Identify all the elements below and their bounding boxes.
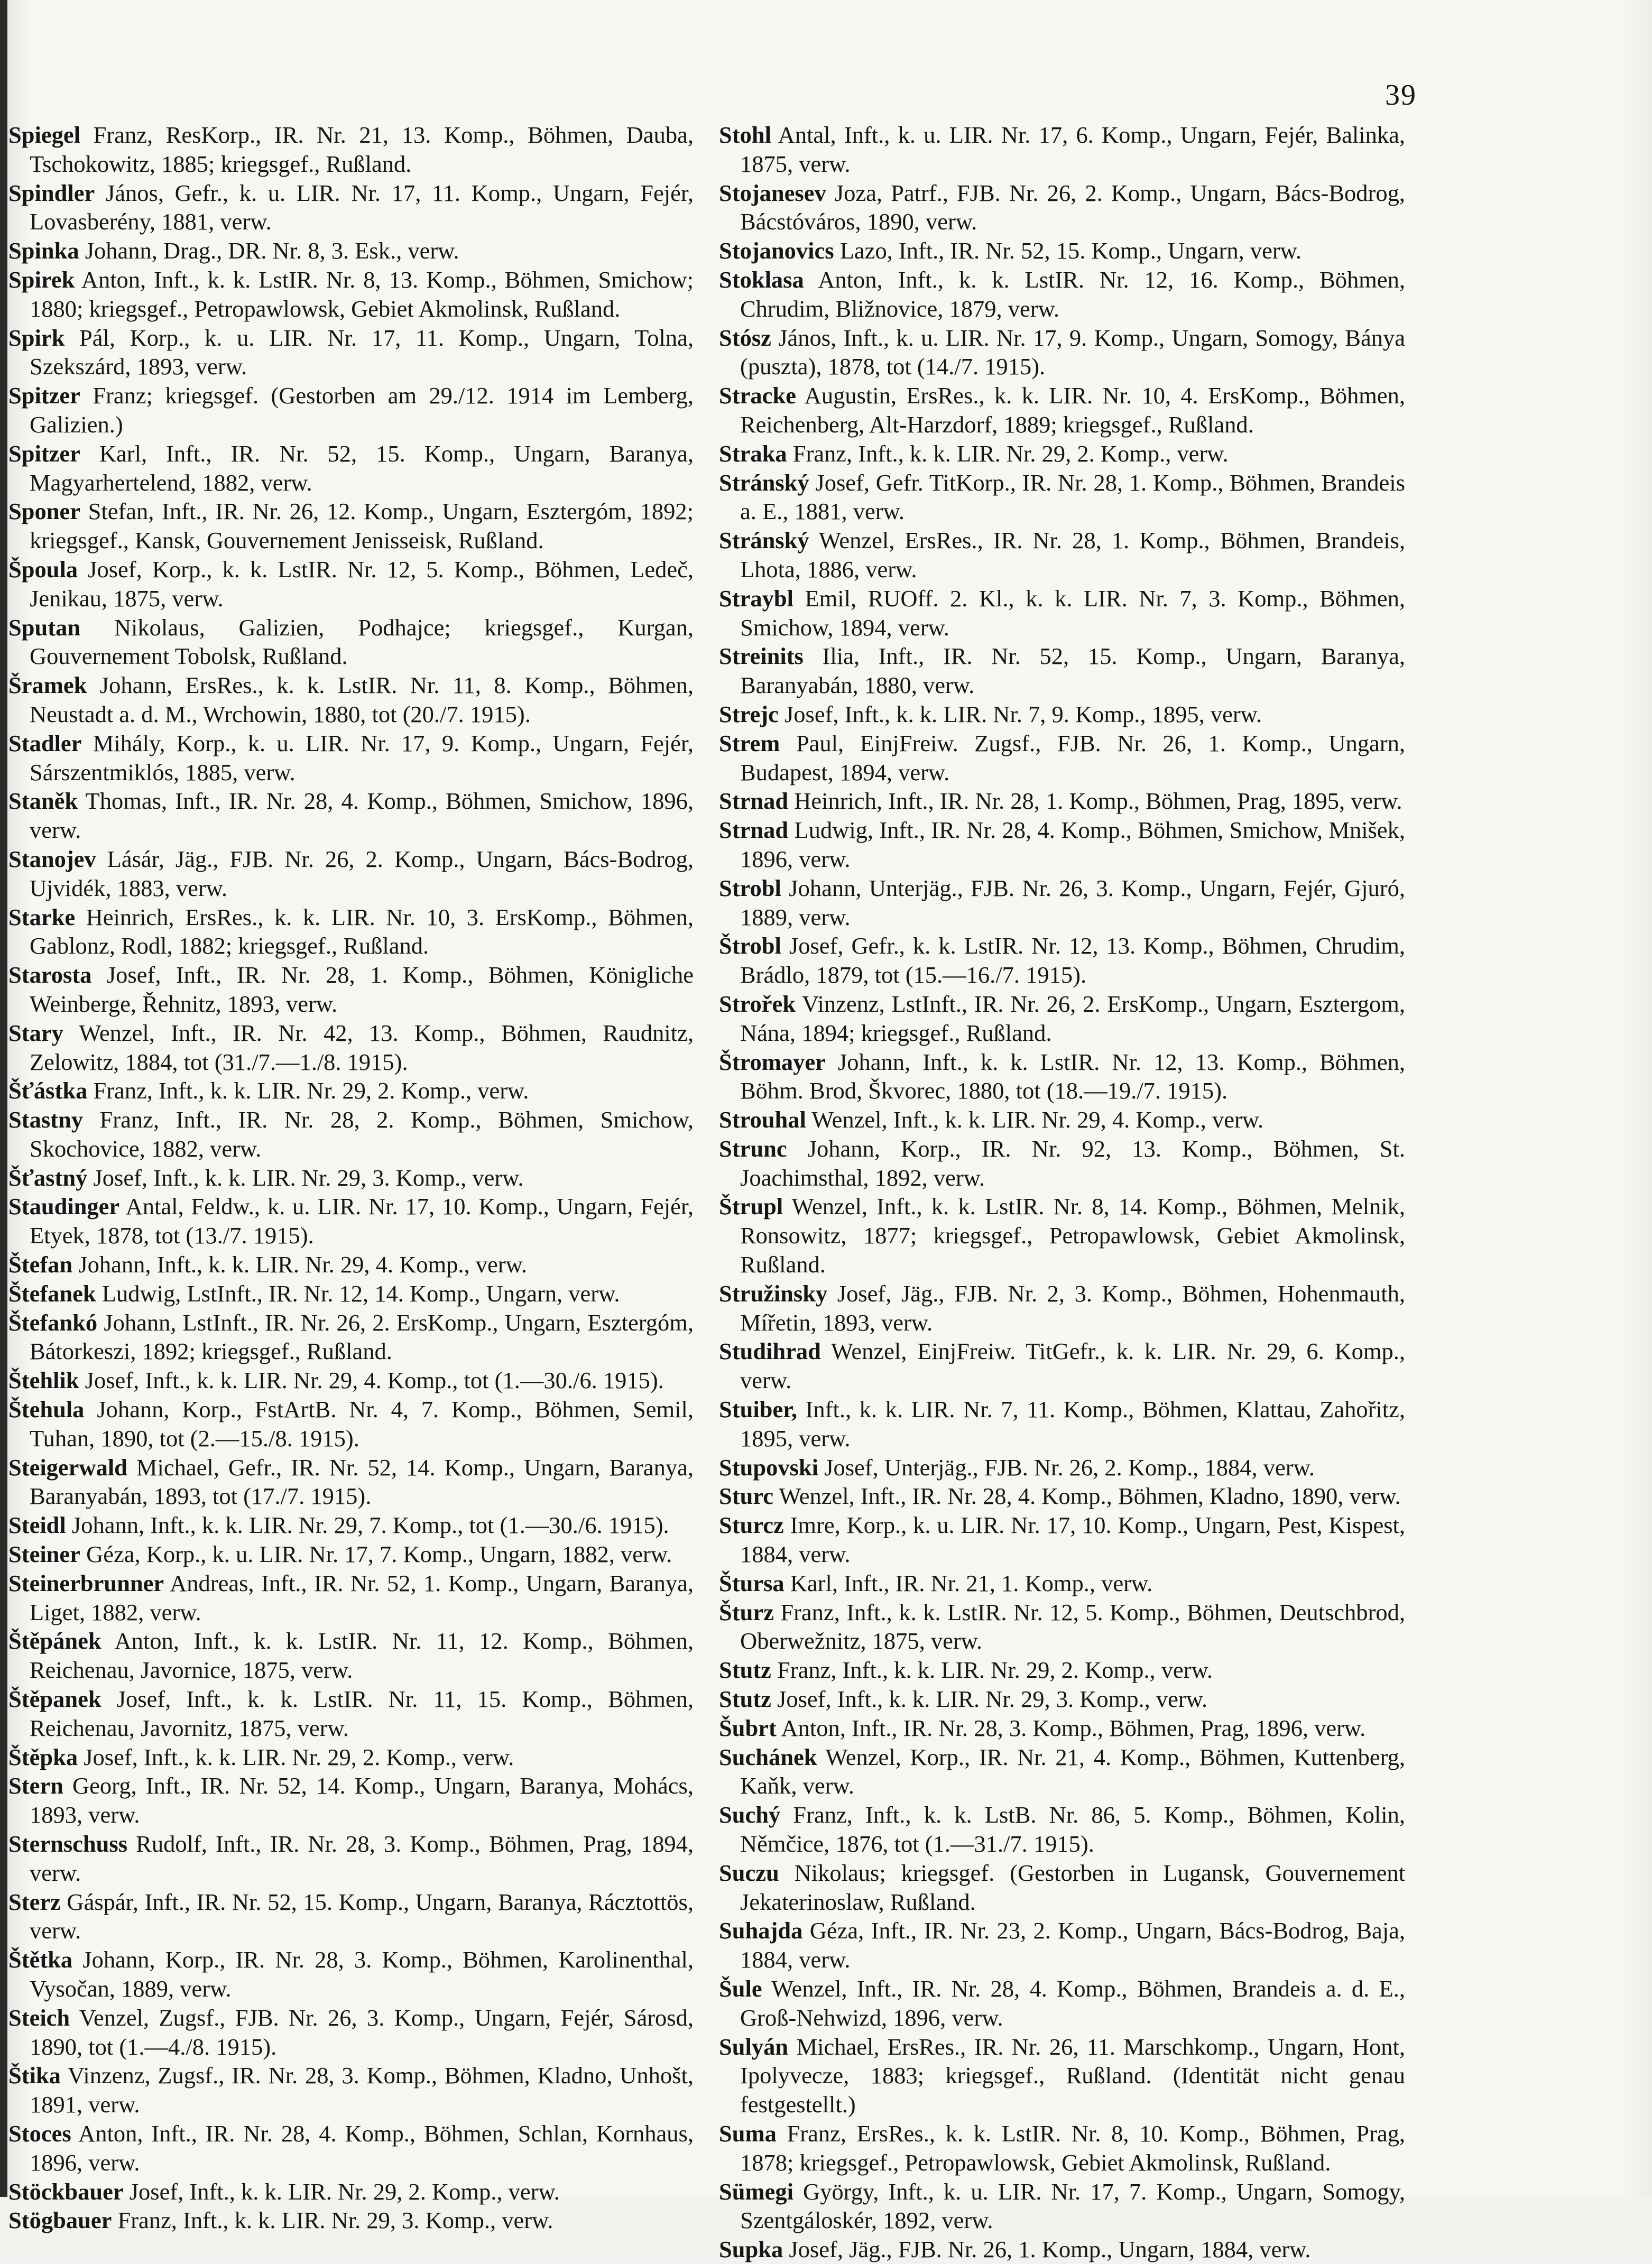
entry-details: Michael, Gefr., IR. Nr. 52, 14. Komp., Ungarn, Baranya, Baranyabán, 1893, tot (17./7. 1915). [30,1454,694,1510]
entry-surname: Stutz [719,1686,771,1713]
entry-surname: Suma [719,2120,777,2147]
register-entry [719,1192,1405,1279]
entry-details: Wenzel, Inft., k. k. LIR. Nr. 29, 4. Komp., verw. [806,1106,1264,1133]
entry-details: Anton, Inft., k. k. LstIR. Nr. 11, 12. Komp., Böhmen, Reichenau, Javornice, 1875, verw. [30,1628,694,1684]
entry-surname: Štika [8,2062,61,2089]
entry-surname: Sümegi [719,2178,793,2205]
entry-surname: Supka [719,2236,783,2263]
register-entry [8,1453,694,1511]
entry-details: Josef, Jäg., FJB. Nr. 2, 3. Komp., Böhmen, Hohenmauth, Mířetin, 1893, verw. [740,1280,1405,1336]
entry-details: Franz, Inft., k. k. LIR. Nr. 29, 2. Komp., verw. [787,440,1229,467]
register-entry [8,179,694,237]
entry-details: Josef, Inft., k. k. LIR. Nr. 29, 2. Komp., verw. [123,2178,560,2205]
entry-details: Josef, Unterjäg., FJB. Nr. 26, 2. Komp., 1884, verw. [818,1454,1315,1481]
entry-surname: Štefanek [8,1280,96,1307]
entry-surname: Štěpanek [8,1686,101,1713]
entry-details: Franz, Inft., k. k. LIR. Nr. 29, 3. Komp., verw. [112,2207,553,2234]
register-entry [719,1714,1405,1743]
entry-details: Johann, Drag., DR. Nr. 8, 3. Esk., verw. [79,237,459,264]
entry-surname: Šubrt [719,1714,777,1741]
entry-surname: Sterz [8,1888,61,1915]
entry-details: Franz, ErsRes., k. k. LstIR. Nr. 8, 10. Komp., Böhmen, Prag, 1878; kriegsgef., Petropawlowsk, Gebiet Akmolinsk, Rußland. [740,2120,1405,2176]
right-column [719,121,1405,2264]
entry-details: Thomas, Inft., IR. Nr. 28, 4. Komp., Böhmen, Smichow, 1896, verw. [30,788,694,844]
entry-surname: Suchánek [719,1743,817,1770]
register-entry [8,324,694,382]
entry-details: Lazo, Inft., IR. Nr. 52, 15. Komp., Ungarn, verw. [834,237,1302,264]
entry-surname: Stupovski [719,1454,818,1481]
entry-surname: Strunc [719,1135,787,1162]
register-entry [719,121,1405,179]
register-entry [8,381,694,439]
entry-details: Michael, ErsRes., IR. Nr. 26, 11. Marschkomp., Ungarn, Hont, Ipolyvecze, 1883; kriegsgef., Rußland. (Identität nicht genau festgestellt.) [740,2033,1405,2118]
register-entry [719,816,1405,874]
register-entry [719,642,1405,700]
register-entry [719,439,1405,468]
entry-details: Wenzel, EinjFreiw. TitGefr., k. k. LIR. Nr. 29, 6. Komp., verw. [740,1338,1405,1394]
entry-details: Karl, Inft., IR. Nr. 52, 15. Komp., Ungarn, Baranya, Magyarhertelend, 1882, verw. [30,440,694,496]
entry-details: Wenzel, Inft., IR. Nr. 42, 13. Komp., Böhmen, Raudnitz, Zelowitz, 1884, tot (31./7.—1./8. 1915). [30,1019,694,1075]
entry-surname: Štursa [719,1569,785,1596]
entry-surname: Studihrad [719,1338,821,1365]
entry-surname: Špoula [8,556,78,583]
entry-surname: Stoklasa [719,266,804,293]
entry-surname: Steinerbrunner [8,1569,164,1596]
register-entry [719,787,1405,816]
register-entry [8,903,694,961]
register-entry [719,236,1405,265]
register-entry [8,2119,694,2177]
register-entry [8,121,694,179]
entry-details: Franz, Inft., k. k. LIR. Nr. 29, 2. Komp., verw. [87,1077,529,1104]
entry-details: János, Inft., k. u. LIR. Nr. 17, 9. Komp., Ungarn, Somogy, Bánya (puszta), 1878, tot (14./7. 1915). [740,324,1405,380]
register-entry [8,1627,694,1685]
register-entry [8,1685,694,1743]
entry-surname: Sternschuss [8,1831,128,1858]
page-number: 39 [1385,79,1417,112]
entry-details: Ludwig, Inft., IR. Nr. 28, 4. Komp., Böhmen, Smichow, Mnišek, 1896, verw. [740,817,1405,872]
register-entry [8,265,694,324]
entry-surname: Stadler [8,729,82,756]
register-entry [8,1076,694,1105]
entry-details: Wenzel, ErsRes., IR. Nr. 28, 1. Komp., Böhmen, Brandeis, Lhota, 1886, verw. [740,527,1405,583]
register-entry [719,1048,1405,1106]
entry-details: Anton, Inft., IR. Nr. 28, 4. Komp., Böhmen, Schlan, Kornhaus, 1896, verw. [30,2120,694,2176]
register-entry [719,2032,1405,2119]
entry-details: Johann, LstInft., IR. Nr. 26, 2. ErsKomp., Ungarn, Esztergóm, Bátorkeszi, 1892; kriegsgef., Rußland. [30,1309,694,1365]
entry-surname: Stránský [719,469,809,496]
binding-edge [0,0,7,2197]
entry-surname: Spirek [8,266,75,293]
entry-details: Anton, Inft., k. k. LstIR. Nr. 12, 16. Komp., Böhmen, Chrudim, Bližnovice, 1879, verw. [740,266,1405,322]
register-entry [719,468,1405,526]
entry-surname: Šťástka [8,1077,88,1104]
entry-details: Andreas, Inft., IR. Nr. 52, 1. Komp., Ungarn, Baranya, Liget, 1882, verw. [30,1569,694,1625]
register-entry [719,1105,1405,1134]
register-entry [8,1569,694,1627]
entry-surname: Staudinger [8,1193,120,1220]
entry-details: Heinrich, ErsRes., k. k. LIR. Nr. 10, 3. ErsKomp., Böhmen, Gablonz, Rodl, 1882; kriegsgef., Rußland. [30,903,694,959]
entry-details: Johann, ErsRes., k. k. LstIR. Nr. 11, 8. Komp., Böhmen, Neustadt a. d. M., Wrchowin, 1880, tot (20./7. 1915). [30,672,694,727]
register-entry [8,1192,694,1250]
register-entry [719,2235,1405,2264]
entry-surname: Strnad [719,817,789,844]
register-entry [8,2003,694,2062]
entry-surname: Suchý [719,1801,781,1828]
register-entry [719,1453,1405,1482]
register-entry [8,2177,694,2206]
entry-surname: Šturz [719,1598,774,1625]
entry-details: Antal, Inft., k. u. LIR. Nr. 17, 6. Komp., Ungarn, Fejér, Balinka, 1875, verw. [740,122,1405,177]
entry-surname: Sturcz [719,1512,784,1539]
entry-surname: Strořek [719,990,796,1017]
entry-surname: Stanojev [8,845,96,872]
register-entry [8,671,694,729]
register-entry [719,1859,1405,1917]
entry-surname: Spitzer [8,382,80,409]
entry-surname: Štrupl [719,1193,783,1220]
entry-details: György, Inft., k. u. LIR. Nr. 17, 7. Komp., Ungarn, Somogy, Szentgáloskér, 1892, verw. [740,2178,1405,2234]
register-entry [719,265,1405,324]
entry-details: Pál, Korp., k. u. LIR. Nr. 17, 11. Komp., Ungarn, Tolna, Szekszárd, 1893, verw. [30,324,694,380]
register-entry [8,729,694,787]
register-entry [8,1308,694,1366]
register-entry [8,960,694,1019]
register-entry [719,1974,1405,2032]
entry-surname: Stósz [719,324,771,351]
entry-details: Ilia, Inft., IR. Nr. 52, 15. Komp., Ungarn, Baranya, Baranyabán, 1880, verw. [740,643,1405,699]
register-entry [8,1829,694,1888]
register-entry [719,931,1405,990]
entry-details: Mihály, Korp., k. u. LIR. Nr. 17, 9. Komp., Ungarn, Fejér, Sárszentmiklós, 1885, verw. [30,729,694,786]
entry-details: Anton, Inft., IR. Nr. 28, 3. Komp., Böhmen, Prag, 1896, verw. [776,1714,1366,1741]
entry-details: Lásár, Jäg., FJB. Nr. 26, 2. Komp., Ungarn, Bács-Bodrog, Ujvidék, 1883, verw. [30,845,694,901]
entry-details: Johann, Korp., IR. Nr. 92, 13. Komp., Böhmen, St. Joachimsthal, 1892, verw. [740,1135,1405,1191]
entry-surname: Šťastný [8,1164,88,1191]
entry-surname: Štefankó [8,1309,98,1336]
entry-surname: Strobl [719,874,781,901]
register-entry [8,845,694,903]
register-entry [719,1134,1405,1193]
register-entry [8,236,694,265]
register-entry [8,2061,694,2119]
entry-details: Johann, Korp., IR. Nr. 28, 3. Komp., Böhmen, Karolinenthal, Vysočan, 1889, verw. [30,1946,694,2002]
entry-surname: Štromayer [719,1048,826,1075]
register-entry [719,2177,1405,2235]
register-entry [8,1395,694,1453]
entry-details: Josef, Korp., k. k. LstIR. Nr. 12, 5. Komp., Böhmen, Ledeč, Jenikau, 1875, verw. [30,556,694,612]
register-entry [8,1888,694,1946]
entry-surname: Štehula [8,1396,85,1423]
register-entry [8,497,694,555]
entry-surname: Štefan [8,1251,73,1278]
left-column [8,121,694,2235]
entry-surname: Suhajda [719,1917,803,1944]
entry-details: János, Gefr., k. u. LIR. Nr. 17, 11. Komp., Ungarn, Fejér, Lovasberény, 1881, verw. [30,179,694,235]
entry-surname: Stastny [8,1106,83,1133]
register-entry [8,1540,694,1569]
register-entry [719,2119,1405,2177]
register-entry [8,1366,694,1395]
entry-surname: Sturc [719,1483,774,1510]
register-entry [719,1279,1405,1337]
entry-surname: Štehlik [8,1367,79,1394]
entry-surname: Stern [8,1772,63,1799]
entry-details: Josef, Inft., k. k. LIR. Nr. 7, 9. Komp., 1895, verw. [778,700,1262,727]
entry-details: Imre, Korp., k. u. LIR. Nr. 17, 10. Komp., Ungarn, Pest, Kispest, 1884, verw. [740,1512,1405,1568]
entry-surname: Stohl [719,122,771,148]
register-entry [8,1250,694,1279]
register-entry [719,1395,1405,1453]
register-entry [8,1105,694,1163]
register-entry [719,729,1405,787]
entry-details: Josef, Inft., k. k. LIR. Nr. 29, 4. Komp., tot (1.—30./6. 1915). [79,1367,664,1394]
entry-surname: Stránský [719,527,809,554]
entry-details: Augustin, ErsRes., k. k. LIR. Nr. 10, 4. ErsKomp., Böhmen, Reichenberg, Alt-Harzdorf, 1889; kriegsgef., Rußland. [740,382,1405,438]
entry-surname: Stracke [719,382,796,409]
register-entry [8,1279,694,1308]
register-entry [8,1511,694,1540]
entry-surname: Štěpánek [8,1628,101,1655]
entry-surname: Spiegel [8,122,80,148]
register-entry [8,2206,694,2235]
register-entry [8,613,694,671]
entry-surname: Straka [719,440,787,467]
entry-details: Franz, ResKorp., IR. Nr. 21, 13. Komp., Böhmen, Dauba, Tschokowitz, 1885; kriegsgef., Rußland. [30,122,694,177]
entry-surname: Stoces [8,2120,71,2147]
register-entry [719,1337,1405,1395]
entry-surname: Štětka [8,1946,73,1973]
entry-details: Franz, Inft., k. k. LstB. Nr. 86, 5. Komp., Böhmen, Kolin, Němčice, 1876, tot (1.—31./7. 1915). [740,1801,1405,1858]
entry-surname: Šule [719,1975,762,2002]
entry-surname: Stojanesev [719,179,826,206]
register-entry [8,787,694,845]
register-entry [719,1482,1405,1511]
entry-surname: Strejc [719,700,779,727]
entry-surname: Starke [8,903,76,930]
entry-details: Wenzel, Korp., IR. Nr. 21, 4. Komp., Böhmen, Kuttenberg, Kaňk, verw. [740,1743,1405,1799]
entry-details: Franz; kriegsgef. (Gestorben am 29./12. 1914 im Lemberg, Galizien.) [30,382,694,438]
entry-surname: Stary [8,1019,63,1046]
register-entry [719,874,1405,932]
entry-details: Nikolaus, Galizien, Podhajce; kriegsgef., Kurgan, Gouvernement Tobolsk, Rußland. [30,614,694,670]
entry-surname: Stružinsky [719,1280,828,1307]
entry-surname: Stöckbauer [8,2178,124,2205]
register-entry [719,179,1405,237]
entry-details: Paul, EinjFreiw. Zugsf., FJB. Nr. 26, 1. Komp., Ungarn, Budapest, 1894, verw. [740,729,1405,786]
register-entry [719,1598,1405,1656]
entry-details: Géza, Inft., IR. Nr. 23, 2. Komp., Ungarn, Bács-Bodrog, Baja, 1884, verw. [740,1917,1405,1973]
entry-details: Josef, Inft., k. k. LIR. Nr. 29, 3. Komp., verw. [87,1164,524,1191]
register-entry [8,1743,694,1772]
entry-surname: Streinits [719,643,804,670]
entry-details: Josef, Jäg., FJB. Nr. 26, 1. Komp., Ungarn, 1884, verw. [783,2236,1311,2263]
entry-surname: Spirk [8,324,65,351]
entry-details: Josef, Inft., k. k. LstIR. Nr. 11, 15. Komp., Böhmen, Reichenau, Javornitz, 1875, verw. [30,1686,694,1741]
entry-details: Josef, Gefr. TitKorp., IR. Nr. 28, 1. Komp., Böhmen, Brandeis a. E., 1881, verw. [740,469,1405,525]
entry-details: Joza, Patrf., FJB. Nr. 26, 2. Komp., Ungarn, Bács-Bodrog, Bácstóváros, 1890, verw. [740,179,1405,235]
entry-details: Wenzel, Inft., IR. Nr. 28, 4. Komp., Böhmen, Brandeis a. d. E., Groß-Nehwizd, 1896, verw. [740,1975,1405,2031]
entry-details: Josef, Gefr., k. k. LstIR. Nr. 12, 13. Komp., Böhmen, Chrudim, Brádlo, 1879, tot (15.—16./7. 1915). [740,932,1405,988]
entry-details: Antal, Feldw., k. u. LIR. Nr. 17, 10. Komp., Ungarn, Fejér, Etyek, 1878, tot (13./7. 1915). [30,1193,694,1249]
entry-surname: Straybl [719,585,793,612]
entry-details: Nikolaus; kriegsgef. (Gestorben in Lugansk, Gouvernement Jekaterinoslaw, Rußland. [740,1859,1405,1915]
entry-details: Vinzenz, Zugsf., IR. Nr. 28, 3. Komp., Böhmen, Kladno, Unhošt, 1891, verw. [30,2062,694,2118]
entry-details: Franz, Inft., k. k. LIR. Nr. 29, 2. Komp., verw. [771,1657,1213,1684]
register-entry [8,439,694,497]
register-entry [8,1771,694,1829]
entry-surname: Spinka [8,237,79,264]
entry-surname: Staněk [8,788,78,815]
register-entry [719,1800,1405,1859]
entry-details: Wenzel, Inft., k. k. LstIR. Nr. 8, 14. Komp., Böhmen, Melnik, Ronsowitz, 1877; kriegsgef., Petropawlowsk, Gebiet Akmolinsk, Rußland. [740,1193,1405,1278]
entry-surname: Stuiber, [719,1396,797,1423]
entry-surname: Strem [719,729,780,756]
entry-details: Wenzel, Inft., IR. Nr. 28, 4. Komp., Böhmen, Kladno, 1890, verw. [773,1483,1401,1510]
entry-details: Venzel, Zugsf., FJB. Nr. 26, 3. Komp., Ungarn, Fejér, Sárosd, 1890, tot (1.—4./8. 1915). [30,2004,694,2060]
entry-details: Josef, Inft., k. k. LIR. Nr. 29, 2. Komp., verw. [78,1743,514,1770]
entry-surname: Stutz [719,1657,771,1684]
entry-surname: Starosta [8,962,92,988]
register-entry [8,555,694,613]
entry-details: Franz, Inft., k. k. LstIR. Nr. 12, 5. Komp., Böhmen, Deutschbrod, Oberwežnitz, 1875, verw. [740,1598,1405,1655]
entry-surname: Sulyán [719,2033,789,2060]
entry-surname: Steidl [8,1512,66,1539]
entry-surname: Stojanovics [719,237,834,264]
entry-surname: Štěpka [8,1743,78,1770]
entry-surname: Štrobl [719,932,781,959]
entry-details: Anton, Inft., k. k. LstIR. Nr. 8, 13. Komp., Böhmen, Smichow; 1880; kriegsgef., Petropawlowsk, Gebiet Akmolinsk, Rußland. [30,266,694,322]
entry-surname: Steich [8,2004,70,2031]
entry-details: Karl, Inft., IR. Nr. 21, 1. Komp., verw. [784,1569,1153,1596]
register-entry [719,1511,1405,1569]
register-entry [719,1916,1405,1974]
register-entry [719,381,1405,439]
entry-surname: Šramek [8,672,87,699]
entry-details: Heinrich, Inft., IR. Nr. 28, 1. Komp., Böhmen, Prag, 1895, verw. [788,788,1402,815]
entry-details: Johann, Inft., k. k. LstIR. Nr. 12, 13. Komp., Böhmen, Böhm. Brod, Škvorec, 1880, tot (18.—19./7. 1915). [740,1048,1405,1104]
entry-details: Géza, Korp., k. u. LIR. Nr. 17, 7. Komp., Ungarn, 1882, verw. [80,1541,672,1568]
entry-surname: Steiner [8,1541,80,1568]
entry-surname: Spitzer [8,440,80,467]
entry-details: Johann, Inft., k. k. LIR. Nr. 29, 7. Komp., tot (1.—30./6. 1915). [66,1512,669,1539]
entry-details: Josef, Inft., k. k. LIR. Nr. 29, 3. Komp., verw. [771,1686,1208,1713]
entry-details: Ludwig, LstInft., IR. Nr. 12, 14. Komp., Ungarn, verw. [96,1280,620,1307]
register-entry [719,990,1405,1048]
register-entry [719,700,1405,729]
entry-surname: Strouhal [719,1106,806,1133]
entry-surname: Strnad [719,788,789,815]
register-entry [8,1163,694,1193]
entry-surname: Spindler [8,179,95,206]
entry-details: Johann, Unterjäg., FJB. Nr. 26, 3. Komp., Ungarn, Fejér, Gjuró, 1889, verw. [740,874,1405,930]
register-entry [719,1743,1405,1801]
entry-details: Georg, Inft., IR. Nr. 52, 14. Komp., Ungarn, Baranya, Mohács, 1893, verw. [30,1772,694,1828]
entry-details: Emil, RUOff. 2. Kl., k. k. LIR. Nr. 7, 3. Komp., Böhmen, Smichow, 1894, verw. [740,585,1405,641]
entry-details: Josef, Inft., IR. Nr. 28, 1. Komp., Böhmen, Königliche Weinberge, Řehnitz, 1893, verw. [30,962,694,1017]
entry-surname: Suczu [719,1859,779,1886]
entry-details: Inft., k. k. LIR. Nr. 7, 11. Komp., Böhmen, Klattau, Zahořitz, 1895, verw. [740,1396,1405,1452]
entry-details: Johann, Korp., FstArtB. Nr. 4, 7. Komp., Böhmen, Semil, Tuhan, 1890, tot (2.—15./8. 1915). [30,1396,694,1452]
entry-surname: Stögbauer [8,2207,112,2234]
entry-surname: Sponer [8,498,80,525]
register-entry [719,584,1405,642]
entry-details: Gáspár, Inft., IR. Nr. 52, 15. Komp., Ungarn, Baranya, Rácztottös, verw. [30,1888,694,1944]
register-entry [8,1945,694,2003]
entry-details: Franz, Inft., IR. Nr. 28, 2. Komp., Böhmen, Smichow, Skochovice, 1882, verw. [30,1106,694,1162]
entry-details: Vinzenz, LstInft., IR. Nr. 26, 2. ErsKomp., Ungarn, Esztergom, Nána, 1894; kriegsgef., Rußland. [740,990,1405,1046]
register-entry [719,526,1405,584]
register-entry [719,324,1405,382]
entry-details: Stefan, Inft., IR. Nr. 26, 12. Komp., Ungarn, Esztergóm, 1892; kriegsgef., Kansk, Gouvernement Jenisseisk, Rußland. [30,498,694,554]
entry-surname: Sputan [8,614,81,641]
entry-details: Rudolf, Inft., IR. Nr. 28, 3. Komp., Böhmen, Prag, 1894, verw. [30,1831,694,1886]
register-entry [719,1685,1405,1714]
register-entry [719,1656,1405,1685]
register-entry [719,1569,1405,1598]
register-entry [8,1019,694,1077]
entry-details: Johann, Inft., k. k. LIR. Nr. 29, 4. Komp., verw. [72,1251,527,1278]
entry-surname: Steigerwald [8,1454,127,1481]
